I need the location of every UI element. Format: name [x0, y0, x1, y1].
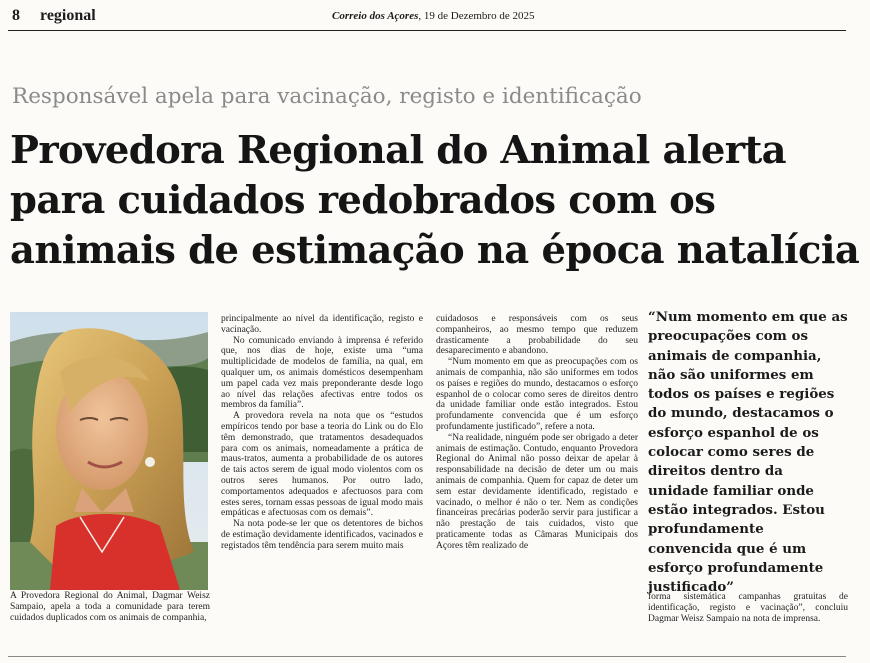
body-column-3 [648, 592, 848, 624]
page-number: 8 [12, 7, 20, 24]
body-column-2 [436, 314, 638, 552]
paragraph: “Na realidade, ninguém pode ser obrigado a deter animais de estimação. Contudo, enquanto Provedora Regional do Animal não posso deixar de apelar à responsabilidade na decisão de deter um ou mais animais de companhia. Quem for capaz de deter um sem estar devidamente identificado, registado e vacinado, o melhor é não o ter. Nem as condições financeiras precárias poderão servir para justificar a não prestação de tais cuidados, visto que praticamente todas as Câmaras Municipais dos Açores têm realizado de [436, 432, 638, 551]
article-headline: Provedora Regional do Animal alerta para cuidados redobrados com os animais de estimação na época natalícia [10, 128, 860, 273]
footer-rule [8, 656, 846, 657]
paragraph: principalmente ao nível da identificação, registo e vacinação. [221, 314, 423, 335]
issue-date: , 19 de Dezembro de 2025 [418, 10, 535, 22]
paragraph: Na nota pode-se ler que os detentores de bichos de estimação devidamente identificados, vacinados e registados têm tendência para serem muito mais [221, 519, 423, 551]
paragraph: “Num momento em que as preocupações com os animais de companhia, não são uniformes em todos os países e regiões do mundo, destacamos o esforço espanhol de o colocar como seres de direitos dentro da unidade familiar onde estão integrados. Estou profundamente convencida que é um esforço profundamente justificado”, refere a nota. [436, 357, 638, 432]
paragraph: No comunicado enviando à imprensa é referido que, nos dias de hoje, existe uma “uma multiplicidade de modelos de família, na qual, em qualquer um, os animais domésticos desempenham um papel cada vez mais preponderante desde logo ao nível das relações afectivas entre todos os membros da família”. [221, 335, 423, 411]
body-column-1 [221, 314, 423, 552]
photo-caption-text: A Provedora Regional do Animal, Dagmar Weisz Sampaio, apela a toda a comunidade para terem cuidados duplicados com os animais de companhia, [10, 591, 210, 623]
pull-quote: “Num momento em que as preocupações com os animais de companhia, não são uniformes em todos os países e regiões do mundo, destacamos o esforço espanhol de os colocar como seres de direitos dentro da unidade familiar onde estão integrados. Estou profundamente convencida que é um esforço profundamente justificado” [648, 309, 848, 596]
running-head [8, 4, 846, 26]
paragraph: forma sistemática campanhas gratuitas de identificação, registo e vacinação”, concluiu Dagmar Weisz Sampaio na nota de imprensa. [648, 592, 848, 624]
section-name: regional [40, 7, 96, 24]
portrait-photo [10, 312, 208, 590]
paragraph: cuidadosos e responsáveis com os seus companheiros, ao mesmo tempo que reduzem drasticamente a probabilidade do seu desaparecimento e abandono. [436, 314, 638, 357]
photo-caption [10, 591, 210, 623]
masthead [332, 10, 534, 22]
header-rule [8, 30, 846, 31]
newspaper-name: Correio dos Açores [332, 10, 419, 22]
paragraph: A provedora revela na nota que os “estudos empíricos tendo por base a teoria do Link ou do Elo têm demonstrado, que tratamentos desadequados para com os animais, nomeadamente a prática de maus-tratos, aumenta a probabilidade de os autores de tais actos serem de igual modo violentos com os outros seres humanos. Por outro lado, comportamentos adequados e afectuosos para com estes seres, tornam essas pessoas de igual modo mais empáticas e afectuosas com os demais”. [221, 411, 423, 519]
article-kicker: Responsável apela para vacinação, registo e identificação [12, 84, 642, 109]
